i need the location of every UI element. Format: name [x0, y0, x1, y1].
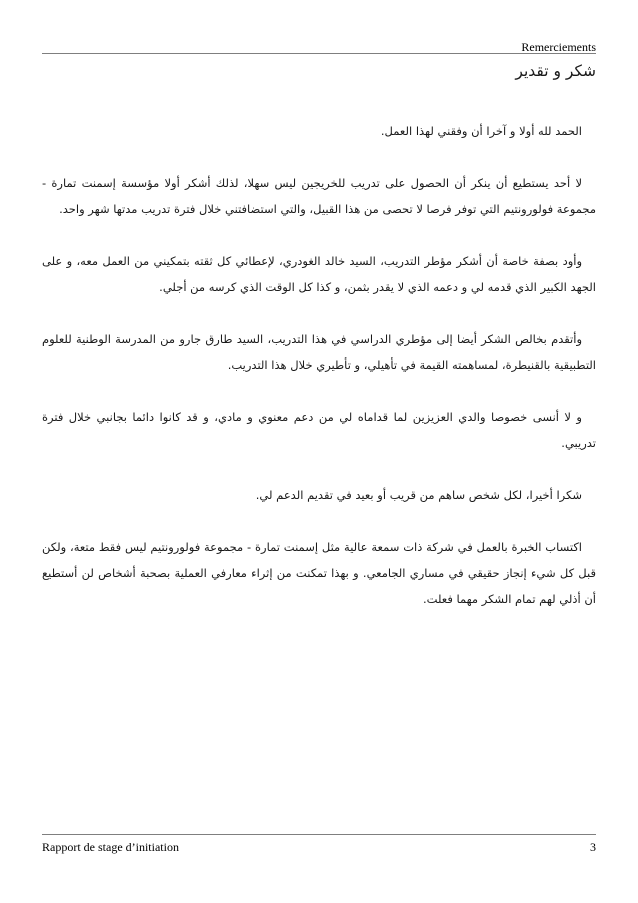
- paragraph-3: وأود بصفة خاصة أن أشكر مؤطر التدريب، السيد خالد الغودري، لإعطائي كل ثقته بتمكيني من العمل معه، و على الجهد الكبير الذي قدمه لي و دعمه الذي لا يقدر بثمن، و كذا كل الوقت الذي كرسه من أجلي.: [42, 254, 596, 294]
- page-heading: شكر و تقدير: [515, 62, 596, 80]
- paragraph-5: و لا أنسى خصوصا والدي العزيزين لما قداماه لي من دعم معنوي و مادي، و قد كانوا دائما بجانبي خلال فترة تدريبي.: [42, 410, 596, 450]
- paragraph-7: اكتساب الخبرة بالعمل في شركة ذات سمعة عالية مثل إسمنت تمارة - مجموعة فولورونتيم ليس فقط متعة، ولكن قبل كل شيء إنجاز حقيقي في مساري الجامعي. و بهذا تمكنت من إثراء معارفي العملية بصحبة أشخاص لن أستطيع أن أذلي لهم تمام الشكر مهما فعلت.: [42, 540, 596, 606]
- paragraph-2: لا أحد يستطيع أن ينكر أن الحصول على تدريب للخريجين ليس سهلا، لذلك أشكر أولا مؤسسة إسمنت تمارة - مجموعة فولورونتيم التي توفر فرصا لا تحصى من هذا القبيل، والتي استضافتني خلال فترة تدريب مدتها شهر واحد.: [42, 176, 596, 216]
- running-header-title: Remerciements: [521, 40, 596, 54]
- paragraph-1: الحمد لله أولا و آخرا أن وفقني لهذا العمل.: [380, 124, 582, 138]
- page-number: 3: [590, 840, 596, 854]
- footer-report-label: Rapport de stage d’initiation: [42, 840, 179, 854]
- paragraph-4: وأتقدم بخالص الشكر أيضا إلى مؤطري الدراسي في هذا التدريب، السيد طارق جارو من المدرسة الوطنية للعلوم التطبيقية بالقنيطرة، لمساهمته القيمة في تأهيلي، و تأطيري خلال هذا التدريب.: [42, 332, 596, 372]
- header-divider: [42, 53, 596, 54]
- footer-divider: [42, 834, 596, 835]
- paragraph-6: شكرا أخيرا، لكل شخص ساهم من قريب أو بعيد في تقديم الدعم لي.: [255, 488, 582, 502]
- acknowledgements-body: [42, 118, 596, 638]
